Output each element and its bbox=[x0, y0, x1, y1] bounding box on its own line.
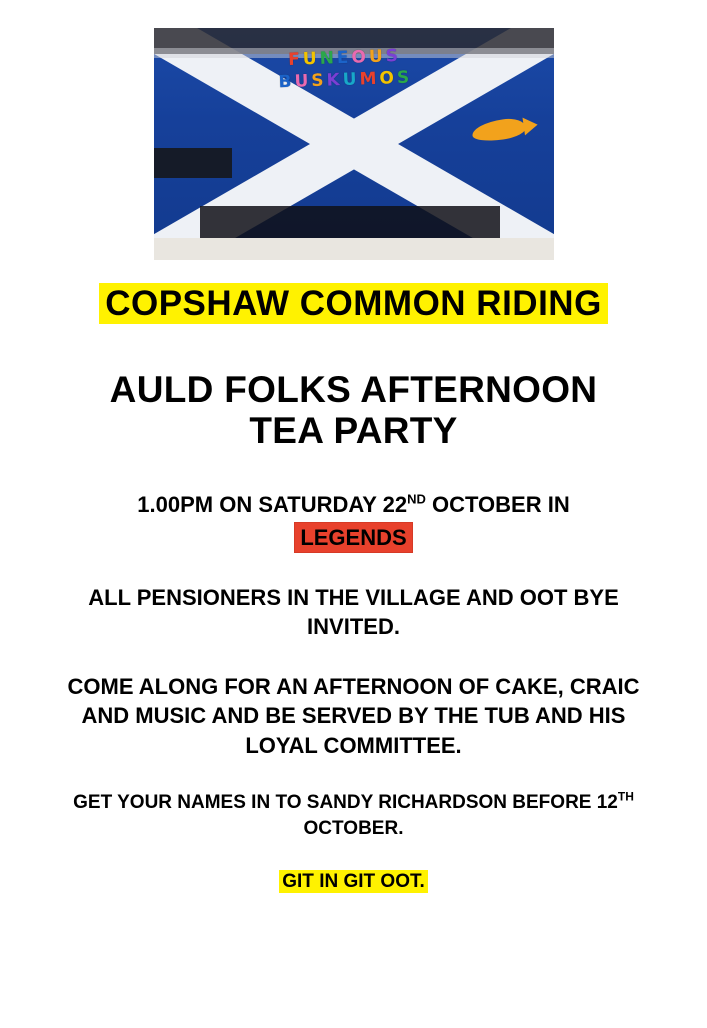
venue-badge: LEGENDS bbox=[294, 522, 412, 553]
flag-background bbox=[154, 28, 554, 260]
invitation-text: ALL PENSIONERS IN THE VILLAGE AND OOT BYE INVITED. bbox=[88, 584, 619, 640]
colourful-letter-banner bbox=[233, 46, 454, 93]
page-title bbox=[34, 369, 674, 452]
saltire-flag-photo bbox=[154, 28, 554, 260]
photo-bottom-strip bbox=[154, 238, 554, 260]
rsvp-suffix: OCTOBER. bbox=[303, 817, 404, 839]
banner-letter: F bbox=[287, 49, 301, 70]
event-datetime-suffix: OCTOBER IN bbox=[425, 491, 570, 517]
banner-letter: U bbox=[368, 46, 384, 68]
headline-line-1: AULD FOLKS AFTERNOON bbox=[109, 368, 598, 410]
event-datetime bbox=[34, 490, 674, 553]
banner-letter: S bbox=[384, 46, 399, 67]
banner-letter: O bbox=[350, 47, 367, 68]
photo-left-block bbox=[154, 148, 232, 178]
poster bbox=[0, 28, 707, 1028]
banner-letter: S bbox=[396, 67, 411, 89]
headline-line-2: TEA PARTY bbox=[249, 410, 458, 452]
date-ordinal-suffix: ND bbox=[407, 491, 426, 507]
goldfish-icon bbox=[470, 116, 526, 143]
event-datetime-prefix: 1.00PM ON SATURDAY 22 bbox=[137, 491, 408, 517]
event-title-text: COPSHAW COMMON RIDING bbox=[99, 283, 608, 324]
rsvp-text bbox=[34, 790, 674, 841]
banner-letter: U bbox=[301, 48, 318, 70]
rsvp-ordinal-suffix: TH bbox=[617, 789, 634, 804]
banner-letter: N bbox=[318, 48, 335, 69]
banner-letter: B bbox=[277, 71, 293, 93]
banner-letter: U bbox=[341, 69, 358, 91]
rsvp-prefix: GET YOUR NAMES IN TO SANDY RICHARDSON BEFORE 12 bbox=[73, 792, 618, 814]
event-title bbox=[49, 282, 659, 327]
banner-letter: U bbox=[293, 71, 310, 92]
banner-letter: M bbox=[358, 68, 378, 90]
closing-line-text: GIT IN GIT OOT. bbox=[279, 870, 428, 893]
banner-letter: K bbox=[325, 70, 341, 91]
banner-letter: O bbox=[378, 68, 395, 89]
closing-line bbox=[0, 871, 707, 893]
description-text: COME ALONG FOR AN AFTERNOON OF CAKE, CRAIC AND MUSIC AND BE SERVED BY THE TUB AND HIS LOYAL COMMITTEE. bbox=[67, 673, 640, 758]
banner-letter: E bbox=[336, 47, 350, 69]
banner-letter: S bbox=[310, 70, 325, 92]
photo-bottom-dark-block bbox=[200, 206, 500, 242]
